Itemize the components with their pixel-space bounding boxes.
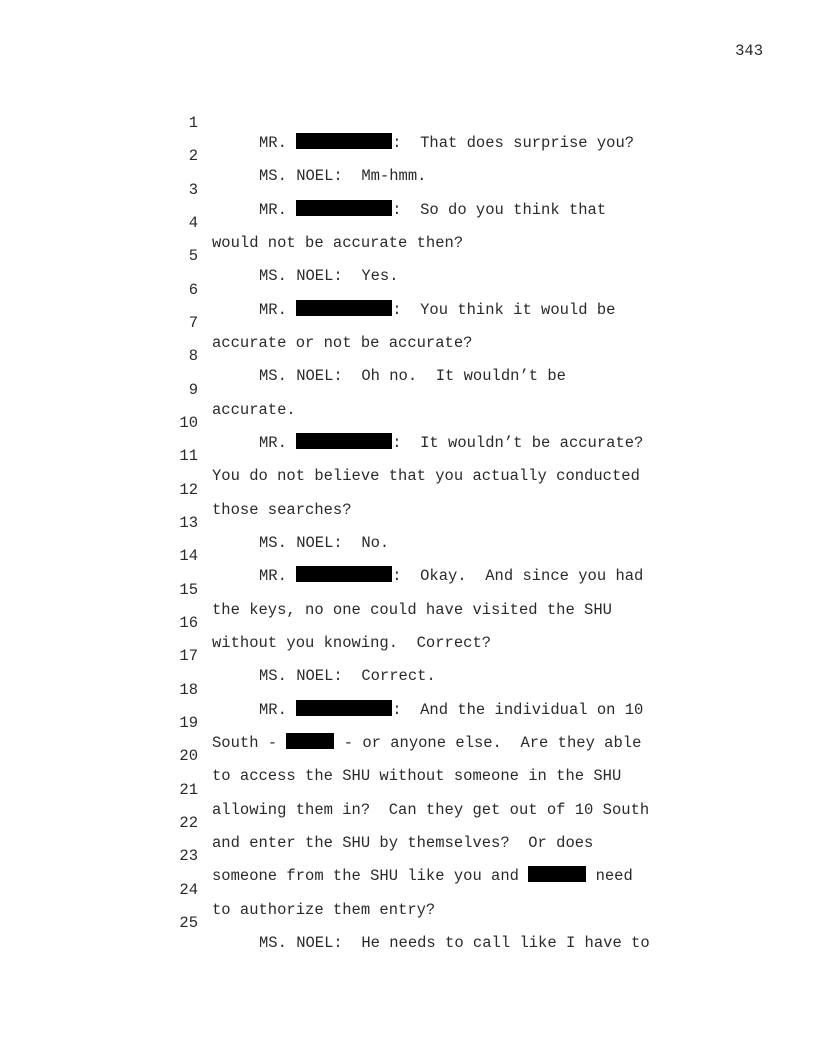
transcript-line	[0, 393, 644, 452]
line-number: 18	[179, 681, 198, 699]
line-text: - or anyone else. Are they able	[334, 734, 642, 752]
line-number: 11	[179, 447, 198, 465]
transcript-line	[0, 460, 352, 519]
transcript-line	[0, 93, 635, 152]
line-number: 22	[179, 814, 198, 832]
line-number: 2	[188, 147, 198, 165]
line-text: You do not believe that you actually conducted	[212, 467, 640, 485]
line-text: accurate or not be accurate?	[212, 334, 473, 352]
line-text: : And the individual on 10	[392, 701, 644, 719]
line-number: 3	[188, 181, 198, 199]
line-number: 1	[188, 114, 198, 132]
line-number: 9	[188, 381, 198, 399]
line-text: need	[586, 867, 633, 885]
line-text: MR.	[259, 134, 297, 152]
line-text: : It wouldn’t be accurate?	[392, 434, 644, 452]
redaction-box	[296, 433, 392, 449]
line-text: : That does surprise you?	[392, 134, 635, 152]
line-text: : Okay. And since you had	[392, 567, 644, 585]
redaction-box	[296, 700, 392, 716]
line-text: : You think it would be	[392, 301, 616, 319]
line-number: 12	[179, 481, 198, 499]
line-number: 23	[179, 847, 198, 865]
line-text: MS. NOEL: Oh no. It wouldn’t be	[259, 367, 566, 385]
redaction-box	[296, 133, 392, 149]
line-number: 5	[188, 247, 198, 265]
line-number: 19	[179, 714, 198, 732]
line-text: MS. NOEL: He needs to call like I have to	[259, 934, 650, 952]
line-text: MS. NOEL: Yes.	[259, 267, 399, 285]
line-text: MS. NOEL: Correct.	[259, 667, 436, 685]
redaction-box	[296, 200, 392, 216]
redaction-box	[286, 733, 334, 749]
line-text: MR.	[259, 301, 297, 319]
line-number: 7	[188, 314, 198, 332]
line-text: accurate.	[212, 401, 296, 419]
line-text: MR.	[259, 434, 297, 452]
page-number: 343	[735, 42, 763, 60]
line-number: 15	[179, 581, 198, 599]
line-text: to access the SHU without someone in the SHU	[212, 767, 622, 785]
redaction-box	[296, 300, 392, 316]
redaction-box	[528, 866, 586, 882]
line-text: MS. NOEL: No.	[259, 534, 390, 552]
line-text: to authorize them entry?	[212, 901, 436, 919]
line-text: MR.	[259, 201, 297, 219]
line-text: those searches?	[212, 501, 352, 519]
line-number: 10	[179, 414, 198, 432]
line-text: would not be accurate then?	[212, 234, 464, 252]
line-text: South -	[212, 734, 287, 752]
line-number: 25	[179, 914, 198, 932]
redaction-box	[296, 566, 392, 582]
line-number: 13	[179, 514, 198, 532]
line-number: 14	[179, 547, 198, 565]
line-number: 20	[179, 747, 198, 765]
line-text: and enter the SHU by themselves? Or does	[212, 834, 594, 852]
line-number: 21	[179, 781, 198, 799]
line-number: 17	[179, 647, 198, 665]
line-text: MR.	[259, 701, 297, 719]
line-text: without you knowing. Correct?	[212, 634, 492, 652]
line-number: 6	[188, 281, 198, 299]
line-number: 24	[179, 881, 198, 899]
line-number: 8	[188, 347, 198, 365]
transcript-line	[0, 360, 296, 419]
line-text: the keys, no one could have visited the SHU	[212, 601, 612, 619]
line-text: MR.	[259, 567, 297, 585]
line-number: 16	[179, 614, 198, 632]
line-text: MS. NOEL: Mm-hmm.	[259, 167, 427, 185]
line-text: : So do you think that	[392, 201, 607, 219]
line-text: someone from the SHU like you and	[212, 867, 529, 885]
line-number: 4	[188, 214, 198, 232]
line-text: allowing them in? Can they get out of 10 South	[212, 801, 650, 819]
